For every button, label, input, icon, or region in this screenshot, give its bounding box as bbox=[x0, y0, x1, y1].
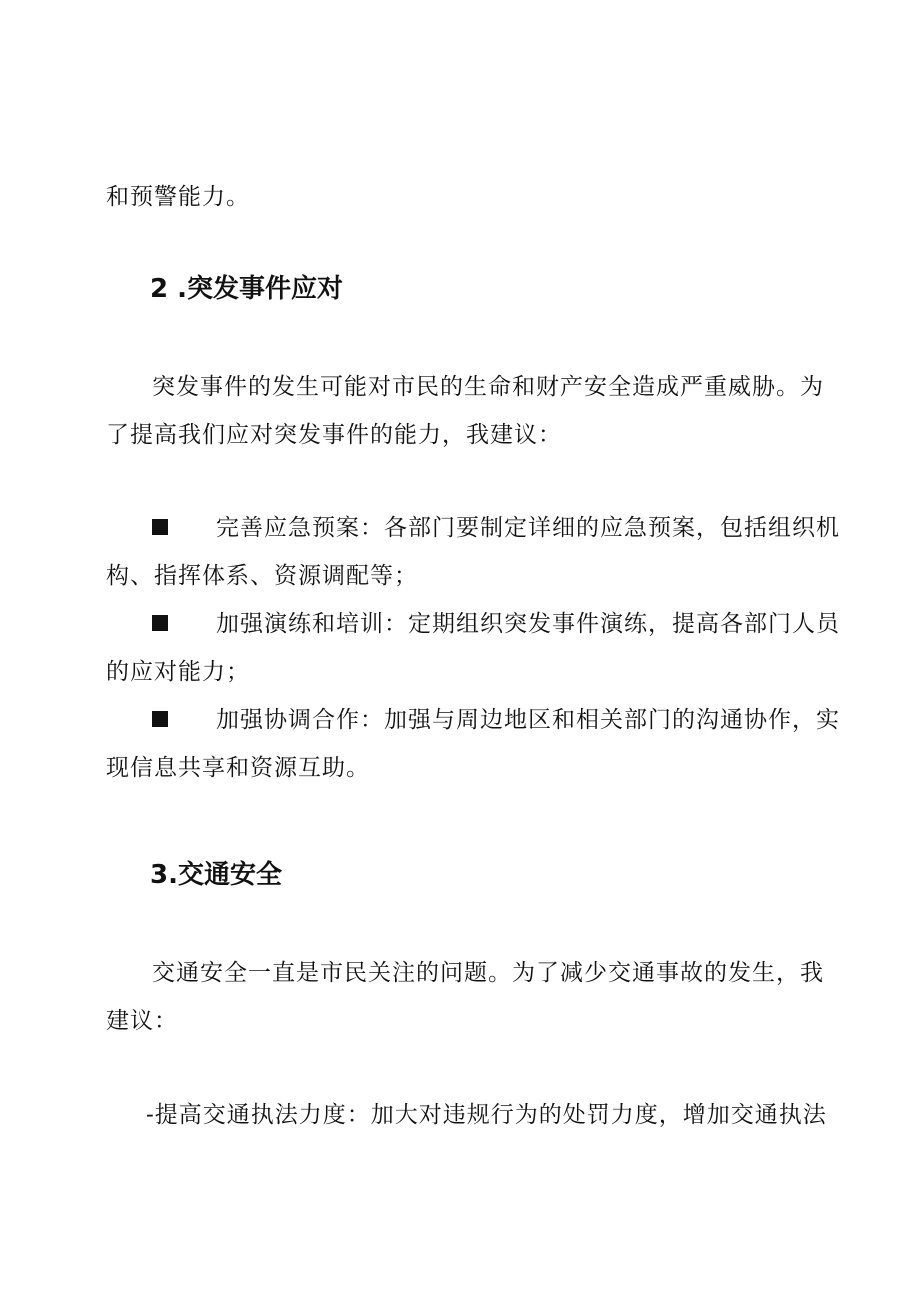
section-3-item-line: -提高交通执法力度：加大对违规行为的处罚力度，增加交通执法 bbox=[146, 1102, 827, 1128]
bullet-1-line-1: 完善应急预案：各部门要制定详细的应急预案，包括组织机 bbox=[216, 515, 840, 541]
bullet-3-line-1: 加强协调合作：加强与周边地区和相关部门的沟通协作，实 bbox=[216, 707, 840, 733]
bullet-1-line-2: 构、指挥体系、资源调配等； bbox=[106, 563, 418, 589]
bullet-3-line-2: 现信息共享和资源互助。 bbox=[106, 755, 370, 781]
section-2-paragraph-line-1: 突发事件的发生可能对市民的生命和财产安全造成严重威胁。为 bbox=[152, 374, 824, 400]
section-3-paragraph-line-2: 建议： bbox=[106, 1008, 178, 1034]
section-2-paragraph-line-2: 了提高我们应对突发事件的能力，我建议： bbox=[106, 422, 562, 448]
bullet-2-line-1: 加强演练和培训：定期组织突发事件演练，提高各部门人员 bbox=[216, 611, 840, 637]
intro-fragment: 和预警能力。 bbox=[106, 184, 250, 210]
section-2-heading: 2 .突发事件应对 bbox=[150, 274, 344, 304]
section-3-paragraph-line-1: 交通安全一直是市民关注的问题。为了减少交通事故的发生，我 bbox=[152, 960, 824, 986]
bullet-marker bbox=[152, 711, 168, 727]
bullet-marker bbox=[152, 519, 168, 535]
bullet-marker bbox=[152, 615, 168, 631]
bullet-2-line-2: 的应对能力； bbox=[106, 659, 250, 685]
section-3-heading: 3.交通安全 bbox=[150, 860, 282, 890]
